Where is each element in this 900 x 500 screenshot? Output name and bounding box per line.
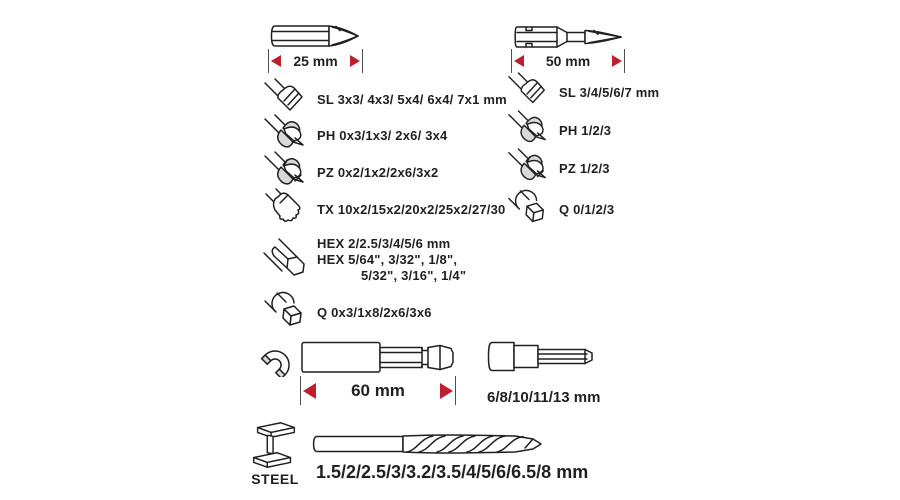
dimension-label: 50 mm	[545, 53, 591, 69]
socket-adapter-illustration	[486, 340, 602, 373]
magnet-icon	[261, 343, 299, 377]
dimension-25mm	[268, 49, 363, 73]
hex-imperial-sizes-line2: 5/32", 3/16", 1/4"	[361, 268, 467, 283]
arrow-left-icon	[271, 55, 281, 67]
spec-label-pz-50: PZ 1/2/3	[559, 161, 610, 176]
dimension-50mm	[511, 49, 625, 73]
arrow-left-icon	[303, 383, 316, 399]
square-drive-bit-icon	[506, 189, 550, 231]
hex-imperial-sizes-line1: HEX 5/64", 3/32", 1/8",	[317, 252, 458, 267]
hex-metric-sizes: HEX 2/2.5/3/4/5/6 mm	[317, 236, 451, 251]
spec-label-sl: SL 3x3/ 4x3/ 5x4/ 6x4/ 7x1 mm	[317, 92, 507, 107]
spec-row-ph-50	[506, 112, 611, 150]
pozidriv-bit-icon	[506, 148, 550, 190]
steel-ibeam-icon	[246, 420, 304, 470]
arrow-left-icon	[514, 55, 524, 67]
spec-label-tx: TX 10x2/15x2/20x2/25x2/27/30	[317, 202, 506, 217]
bit-holder-illustration	[300, 340, 456, 375]
phillips-bit-icon	[506, 110, 550, 152]
spec-label-q: Q 0x3/1x8/2x6/3x6	[317, 305, 432, 320]
dimension-label: 60 mm	[351, 380, 405, 400]
spec-label-hex	[317, 236, 466, 284]
arrow-right-icon	[350, 55, 360, 67]
square-drive-bit-icon	[262, 291, 308, 335]
spec-row-tx	[262, 189, 505, 231]
adapter-sizes-label: 6/8/10/11/13 mm	[487, 389, 601, 406]
spec-row-hex	[262, 232, 466, 288]
spec-row-sl-50	[506, 74, 659, 112]
spec-label-q-50: Q 0/1/2/3	[559, 202, 615, 217]
arrow-right-icon	[440, 383, 453, 399]
dimension-label: 25 mm	[293, 53, 338, 69]
arrow-right-icon	[612, 55, 622, 67]
drill-bit-illustration	[311, 430, 545, 458]
spec-label-ph: PH 0x3/1x3/ 2x6/ 3x4	[317, 128, 448, 143]
spec-label-ph-50: PH 1/2/3	[559, 123, 612, 138]
spec-label-pz: PZ 0x2/1x2/2x6/3x2	[317, 165, 439, 180]
bit-25mm-illustration	[269, 23, 361, 49]
dimension-60mm	[300, 376, 456, 405]
drill-sizes-label: 1.5/2/2.5/3/3.2/3.5/4/5/6/6.5/8 mm	[316, 462, 589, 482]
spec-row-ph	[262, 116, 448, 156]
spec-row-q-50	[506, 189, 614, 231]
spec-label-sl-50: SL 3/4/5/6/7 mm	[559, 85, 660, 100]
hex-bit-icon	[262, 238, 308, 282]
spec-row-pz	[262, 153, 438, 193]
steel-label: STEEL	[251, 471, 299, 487]
spec-row-pz-50	[506, 150, 610, 188]
torx-bit-icon	[262, 188, 308, 232]
slotted-bit-icon	[506, 72, 550, 114]
bit-50mm-illustration	[513, 24, 625, 50]
spec-row-q	[262, 291, 432, 335]
